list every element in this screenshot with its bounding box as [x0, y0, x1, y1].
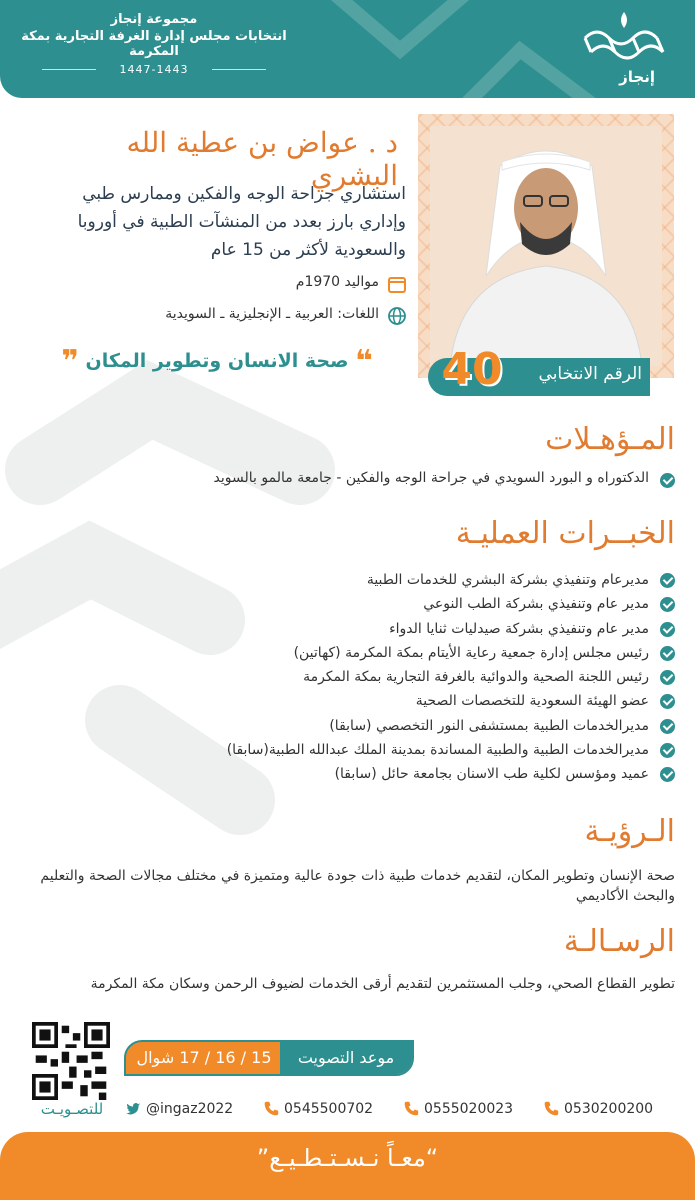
quote-mark-icon: ❝	[355, 344, 373, 379]
globe-icon	[387, 306, 407, 326]
phone-contact[interactable]	[262, 1100, 373, 1118]
phone-number: 0530200200	[564, 1101, 654, 1117]
phone-number: 0545500702	[284, 1101, 374, 1117]
header-title-block	[14, 12, 294, 76]
check-icon	[660, 670, 675, 685]
experience-text: مدير عام وتنفيذي بشركة صيدليات ثنايا الدواء	[389, 620, 649, 637]
languages-text: اللغات: العربية ـ الإنجليزية ـ السويدية	[165, 306, 379, 322]
logo-text: إنجاز	[619, 68, 655, 86]
languages-info	[79, 306, 379, 322]
check-icon	[660, 767, 675, 782]
ballot-number-label: الرقم الانتخابي	[538, 364, 642, 384]
birth-info	[79, 274, 379, 290]
twitter-contact[interactable]	[124, 1100, 233, 1118]
voting-date: 15 / 16 / 17 شوال	[136, 1048, 272, 1067]
experience-text: رئيس اللجنة الصحية والدوائية بالغرفة التجارية بمكة المكرمة	[303, 669, 649, 686]
experience-text: عميد ومؤسس لكلية طب الاسنان بجامعة حائل (سابقا)	[334, 766, 649, 783]
phone-icon	[542, 1100, 560, 1118]
check-icon	[660, 597, 675, 612]
experience-text: عضو الهيئة السعودية للتخصصات الصحية	[415, 693, 649, 710]
slogan-text: صحة الانسان وتطوير المكان	[85, 350, 349, 372]
qr-label: للتصـويـت	[40, 1100, 104, 1118]
list-item	[55, 641, 675, 665]
qr-code-icon[interactable]	[32, 1022, 110, 1100]
check-icon	[660, 743, 675, 758]
mission-title: الرسـالـة	[563, 924, 675, 959]
twitter-icon	[124, 1100, 142, 1118]
divider	[212, 69, 266, 70]
list-item	[55, 617, 675, 641]
divider	[42, 69, 96, 70]
twitter-handle: @ingaz2022	[146, 1101, 234, 1117]
experience-text: مديرعام وتنفيذي بشركة البشري للخدمات الطبية	[366, 572, 649, 588]
list-item	[55, 762, 675, 786]
election-years: 1447-1443	[119, 63, 189, 76]
list-item	[55, 738, 675, 762]
experience-list	[55, 568, 675, 787]
vision-text: صحة الإنسان وتطوير المكان، لتقديم خدمات طبية ذات جودة عالية ومتميزة في مختلف مجالات الصحة والتعليم والبحث الأكاديمي	[40, 868, 675, 904]
election-title: انتخابات مجلس إدارة الغرفة التجارية بمكة المكرمة	[21, 29, 287, 59]
check-icon	[660, 573, 675, 588]
check-icon	[660, 694, 675, 709]
ballot-number: 40	[441, 344, 503, 395]
candidate-summary: استشاري جراحة الوجه والفكين وممارس طبي وإداري بارز بعدد من المنشآت الطبية في أوروبا والسعودية لأكثر من 15 عام	[77, 184, 406, 260]
experience-text: مديرالخدمات الطبية والطبية المساندة بمدينة الملك عبدالله الطبية(سابقا)	[226, 742, 649, 759]
qualification-item	[35, 470, 675, 486]
check-icon	[660, 473, 675, 488]
experience-text: مدير عام وتنفيذي بشركة الطب النوعي	[423, 596, 649, 613]
check-icon	[660, 622, 675, 637]
phone-number: 0555020023	[424, 1101, 514, 1117]
phone-contact[interactable]	[542, 1100, 653, 1118]
phone-contact[interactable]	[402, 1100, 513, 1118]
experience-text: رئيس مجلس إدارة جمعية رعاية الأيتام بمكة المكرمة (كهاتين)	[293, 644, 649, 661]
candidate-photo	[430, 126, 662, 366]
check-icon	[660, 646, 675, 661]
qualifications-title: المـؤهـلات	[545, 422, 675, 457]
experience-text: مديرالخدمات الطبية بمستشفى النور التخصصي (سابقا)	[329, 717, 649, 734]
list-item	[55, 592, 675, 616]
vision-title: الـرؤيـة	[584, 814, 675, 849]
mission-text: تطوير القطاع الصحي، وجلب المستثمرين لتقديم أرقى الخدمات لضيوف الرحمن وسكان مكة المكرمة	[90, 976, 675, 992]
calendar-icon	[387, 274, 407, 294]
voting-date-bar	[124, 1040, 414, 1076]
list-item	[55, 689, 675, 713]
phone-icon	[402, 1100, 420, 1118]
campaign-slogan	[44, 344, 390, 379]
list-item	[55, 665, 675, 689]
list-item	[55, 714, 675, 738]
check-icon	[660, 719, 675, 734]
candidate-name: د . عواض بن عطية الله البشري	[126, 126, 398, 192]
phone-icon	[262, 1100, 280, 1118]
list-item	[55, 568, 675, 592]
footer-slogan: “معـاً نـسـتـطـيـع”	[256, 1144, 439, 1172]
org-name: مجموعة إنجاز	[110, 12, 198, 27]
experience-title: الخبــرات العمليـة	[455, 516, 675, 551]
qualification-text: الدكتوراه و البورد السويدي في جراحة الوجه والفكين - جامعة مالمو بالسويد	[213, 470, 649, 486]
voting-label: موعد التصويت	[280, 1042, 412, 1074]
quote-mark-icon: ❞	[61, 344, 79, 379]
birth-text: مواليد 1970م	[295, 274, 379, 290]
